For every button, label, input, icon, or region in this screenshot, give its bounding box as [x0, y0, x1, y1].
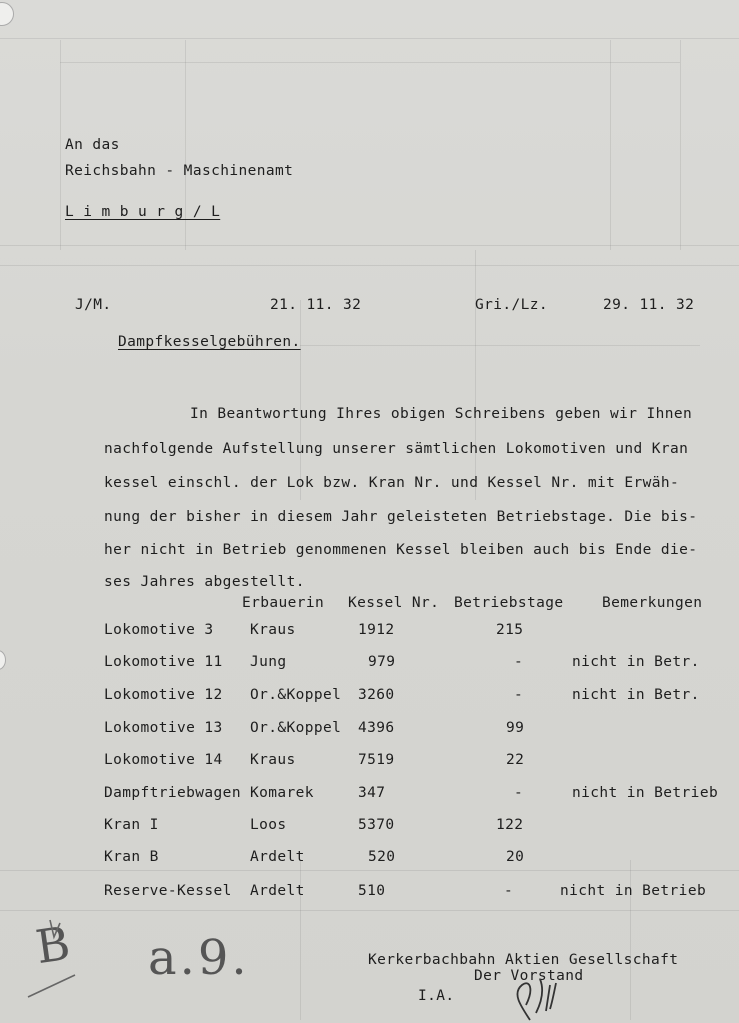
body-line: nachfolgende Aufstellung unserer sämtlichen Lokomotiven und Kran: [104, 441, 689, 457]
row-name: Kran I: [104, 817, 159, 833]
signature-ia: I.A.: [418, 988, 455, 1004]
ghost-line: [680, 40, 681, 250]
ghost-line: [610, 40, 611, 250]
handwritten-signature: [490, 965, 570, 1023]
row-builder: Jung: [250, 654, 287, 670]
row-builder: Ardelt: [250, 849, 305, 865]
row-kessel: 3260: [358, 687, 395, 703]
row-tage: 20: [506, 849, 525, 865]
row-tage: 122: [496, 817, 524, 833]
row-builder: Ardelt: [250, 883, 305, 899]
row-kessel: 510: [358, 883, 386, 899]
table-row: [104, 785, 724, 805]
table-row: [104, 849, 724, 869]
row-kessel: 7519: [358, 752, 395, 768]
body-line: ses Jahres abgestellt.: [104, 574, 305, 590]
ghost-line: [300, 300, 301, 500]
date-left: 21. 11. 32: [270, 297, 362, 313]
ghost-line: [0, 245, 739, 246]
recipient-line1: An das: [65, 137, 120, 153]
body-line: nung der bisher in diesem Jahr geleisteten Betriebstage. Die bis-: [104, 509, 698, 525]
header-builder: Erbauerin: [242, 595, 325, 611]
row-builder: Kraus: [250, 622, 296, 638]
ghost-line: [60, 62, 680, 63]
row-name: Lokomotive 3: [104, 622, 214, 638]
row-tage: 215: [496, 622, 524, 638]
recipient-city: L i m b u r g / L: [65, 204, 221, 220]
punch-hole: [0, 2, 14, 26]
ghost-line: [0, 265, 739, 266]
body-line: In Beantwortung Ihres obigen Schreibens geben wir Ihnen: [190, 406, 693, 422]
row-kessel: 5370: [358, 817, 395, 833]
subject-line: Dampfkesselgebühren.: [118, 334, 301, 350]
row-remark: nicht in Betr.: [572, 654, 700, 670]
row-builder: Loos: [250, 817, 287, 833]
row-kessel: 347: [358, 785, 386, 801]
row-remark: nicht in Betr.: [572, 687, 700, 703]
row-name: Lokomotive 13: [104, 720, 223, 736]
row-builder: Or.&Koppel: [250, 720, 342, 736]
row-remark: nicht in Betrieb: [572, 785, 719, 801]
table-row: [104, 720, 724, 740]
row-builder: Or.&Koppel: [250, 687, 342, 703]
table-row: [104, 687, 724, 707]
row-name: Lokomotive 14: [104, 752, 223, 768]
signature-board: Der Vorstand: [474, 968, 584, 984]
row-name: Dampftriebwagen: [104, 785, 241, 801]
table-row: [104, 752, 724, 772]
ghost-line: [0, 38, 739, 39]
row-tage: -: [504, 883, 514, 899]
row-kessel: 979: [368, 654, 396, 670]
signature-company: Kerkerbachbahn Aktien Gesellschaft: [368, 952, 679, 968]
ghost-line: [300, 345, 700, 346]
ghost-line: [60, 40, 61, 250]
row-tage: -: [514, 785, 524, 801]
ghost-line: [0, 910, 739, 911]
handwritten-check-icon: [20, 915, 80, 1005]
table-row: [104, 883, 724, 903]
punch-hole: [0, 650, 6, 670]
recipient-line2: Reichsbahn - Maschinenamt: [65, 163, 294, 179]
row-kessel: 1912: [358, 622, 395, 638]
row-builder: Kraus: [250, 752, 296, 768]
header-kessel: Kessel Nr.: [348, 595, 440, 611]
table-row: [104, 654, 724, 674]
table-row: [104, 622, 724, 642]
body-line: her nicht in Betrieb genommenen Kessel bleiben auch bis Ende die-: [104, 542, 698, 558]
row-kessel: 520: [368, 849, 396, 865]
body-line: kessel einschl. der Lok bzw. Kran Nr. und Kessel Nr. mit Erwäh-: [104, 475, 680, 491]
row-tage: -: [514, 687, 524, 703]
reference-left: J/M.: [75, 297, 112, 313]
ghost-line: [475, 250, 476, 500]
ghost-line: [0, 870, 739, 871]
row-builder: Komarek: [250, 785, 314, 801]
row-name: Lokomotive 12: [104, 687, 223, 703]
row-tage: -: [514, 654, 524, 670]
row-tage: 99: [506, 720, 525, 736]
row-name: Lokomotive 11: [104, 654, 223, 670]
reference-right: Gri./Lz.: [475, 297, 549, 313]
row-tage: 22: [506, 752, 525, 768]
handwritten-mark: B: [32, 915, 74, 975]
row-remark: nicht in Betrieb: [560, 883, 707, 899]
table-header-row: [104, 595, 724, 615]
date-right: 29. 11. 32: [603, 297, 695, 313]
row-name: Reserve-Kessel: [104, 883, 232, 899]
header-bemerkungen: Bemerkungen: [602, 595, 703, 611]
header-betriebstage: Betriebstage: [454, 595, 564, 611]
table-row: [104, 817, 724, 837]
row-kessel: 4396: [358, 720, 395, 736]
handwritten-note: a.9.: [148, 930, 250, 986]
row-name: Kran B: [104, 849, 159, 865]
